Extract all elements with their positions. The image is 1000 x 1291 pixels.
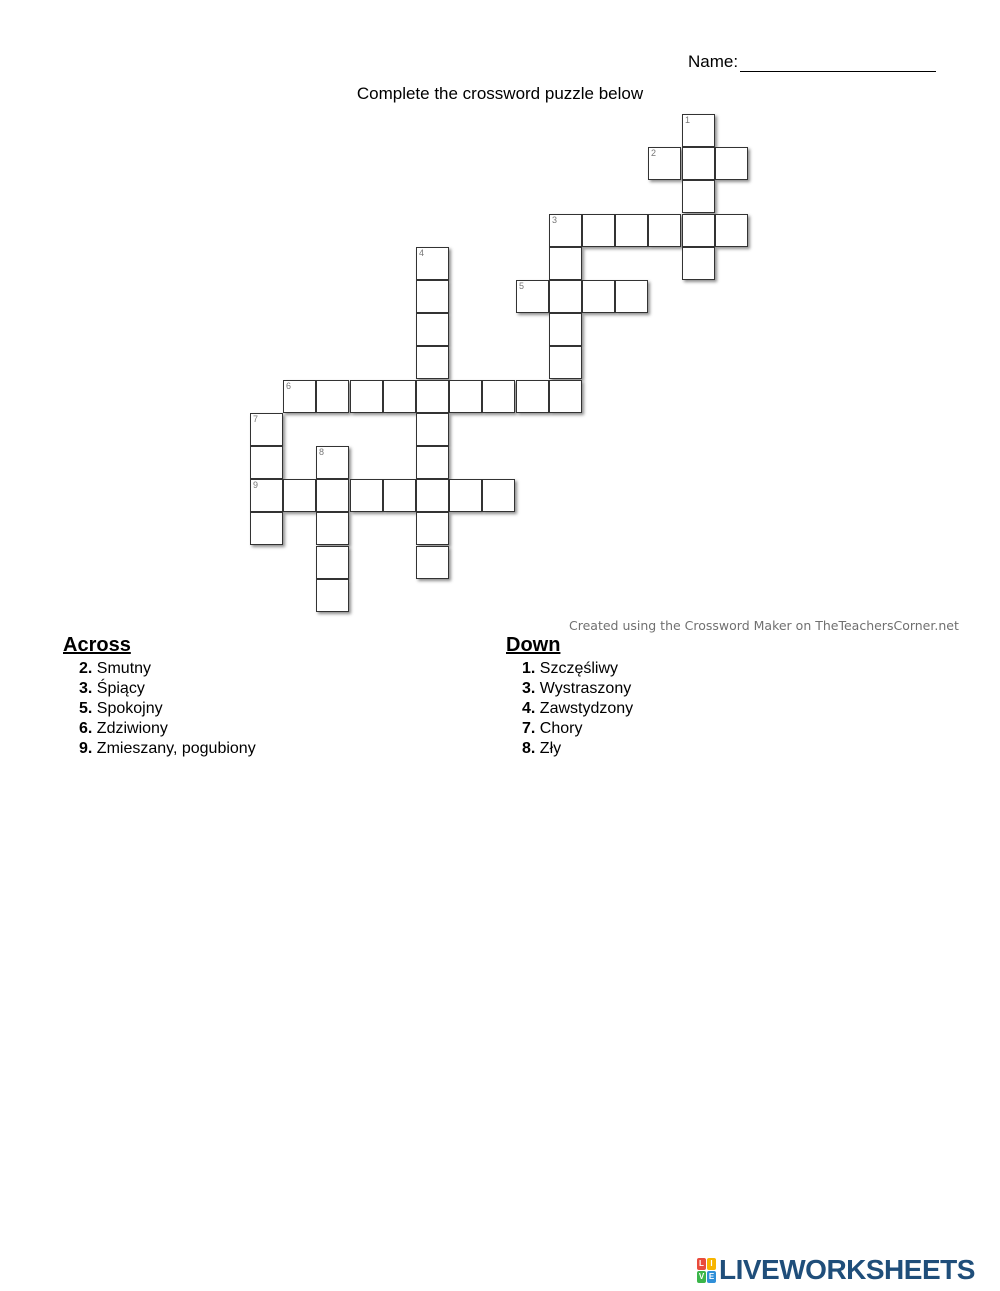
crossword-cell[interactable]: [316, 446, 349, 479]
logo-letter-tile: L: [697, 1258, 706, 1270]
crossword-cell[interactable]: [283, 479, 316, 512]
clue-number: 1.: [522, 660, 536, 677]
crossword-cell[interactable]: [682, 147, 715, 180]
crossword-cell[interactable]: [416, 380, 449, 413]
logo-letter-tile: V: [698, 1271, 705, 1281]
credit-text: Created using the Crossword Maker on TheTeachersCorner.net: [569, 618, 959, 633]
crossword-cell[interactable]: [350, 380, 383, 413]
crossword-cell[interactable]: [482, 479, 515, 512]
cell-number: 3: [552, 215, 558, 225]
name-label: Name:: [688, 52, 739, 71]
cell-number: 6: [286, 381, 292, 391]
crossword-cell[interactable]: [549, 247, 582, 280]
instructions: Complete the crossword puzzle below: [356, 84, 644, 103]
clue-number: 3.: [79, 680, 93, 697]
cell-number: 2: [651, 148, 657, 158]
crossword-cell[interactable]: [250, 413, 283, 446]
crossword-cell[interactable]: [250, 479, 283, 512]
crossword-cell[interactable]: [516, 380, 549, 413]
clue-number: 7.: [522, 720, 536, 737]
liveworksheets-icon: [697, 1258, 716, 1283]
across-list: [63, 659, 256, 759]
crossword-cell[interactable]: [416, 346, 449, 379]
down-clues: [506, 634, 633, 759]
logo-letter-tile: I: [707, 1258, 716, 1270]
clue-number: 9.: [79, 740, 93, 757]
crossword-cell[interactable]: [648, 214, 681, 247]
cell-number: 8: [319, 447, 325, 457]
down-clue: [506, 719, 633, 739]
clue-text: Chory: [535, 720, 583, 737]
across-clue: [63, 719, 256, 739]
down-clue: [506, 739, 633, 759]
crossword-cell[interactable]: [516, 280, 549, 313]
clue-text: Zawstydzony: [535, 700, 634, 717]
clue-number: 8.: [522, 740, 536, 757]
crossword-cell[interactable]: [648, 147, 681, 180]
crossword-cell[interactable]: [582, 214, 615, 247]
crossword-cell[interactable]: [316, 579, 349, 612]
crossword-cell[interactable]: [250, 446, 283, 479]
crossword-cell[interactable]: [615, 280, 648, 313]
across-clues: [63, 634, 256, 759]
crossword-cell[interactable]: [283, 380, 316, 413]
cell-number: 7: [253, 414, 259, 424]
crossword-cell[interactable]: [449, 380, 482, 413]
clue-text: Spokojny: [92, 700, 163, 717]
crossword-cell[interactable]: [682, 114, 715, 147]
cell-number: 4: [419, 248, 425, 258]
crossword-cell[interactable]: [383, 479, 416, 512]
crossword-cell[interactable]: [416, 413, 449, 446]
crossword-cell[interactable]: [416, 247, 449, 280]
crossword-cell[interactable]: [316, 512, 349, 545]
across-clue: [63, 699, 256, 719]
down-clue: [506, 659, 633, 679]
crossword-cell[interactable]: [350, 479, 383, 512]
crossword-cell[interactable]: [449, 479, 482, 512]
crossword-cell[interactable]: [549, 280, 582, 313]
crossword-grid: [0, 0, 1000, 620]
crossword-cell[interactable]: [416, 512, 449, 545]
crossword-cell[interactable]: [416, 446, 449, 479]
clue-number: 2.: [79, 660, 93, 677]
down-clue: [506, 699, 633, 719]
down-heading: Down: [506, 634, 561, 656]
crossword-cell[interactable]: [682, 247, 715, 280]
clue-number: 4.: [522, 700, 536, 717]
logo-letter-tile: E: [708, 1271, 715, 1281]
cell-number: 9: [253, 480, 259, 490]
clue-text: Smutny: [92, 660, 152, 677]
crossword-cell[interactable]: [482, 380, 515, 413]
crossword-cell[interactable]: [383, 380, 416, 413]
clue-text: Szczęśliwy: [535, 660, 619, 677]
clue-text: Wystraszony: [535, 680, 632, 697]
crossword-cell[interactable]: [549, 380, 582, 413]
clue-number: 5.: [79, 700, 93, 717]
crossword-cell[interactable]: [715, 147, 748, 180]
cell-number: 5: [519, 281, 525, 291]
crossword-cell[interactable]: [549, 214, 582, 247]
across-clue: [63, 659, 256, 679]
crossword-cell[interactable]: [682, 180, 715, 213]
crossword-cell[interactable]: [582, 280, 615, 313]
liveworksheets-logo: [697, 1254, 975, 1286]
crossword-cell[interactable]: [416, 546, 449, 579]
cell-number: 1: [685, 115, 691, 125]
crossword-cell[interactable]: [316, 380, 349, 413]
clue-text: Zdziwiony: [92, 720, 168, 737]
crossword-cell[interactable]: [615, 214, 648, 247]
crossword-cell[interactable]: [416, 313, 449, 346]
crossword-cell[interactable]: [416, 280, 449, 313]
clue-text: Zmieszany, pogubiony: [92, 740, 256, 757]
clue-number: 3.: [522, 680, 536, 697]
crossword-cell[interactable]: [715, 214, 748, 247]
crossword-cell[interactable]: [549, 346, 582, 379]
clue-number: 6.: [79, 720, 93, 737]
across-heading: Across: [63, 634, 131, 656]
crossword-cell[interactable]: [682, 214, 715, 247]
brand-text: LIVEWORKSHEETS: [719, 1254, 975, 1285]
across-clue: [63, 739, 256, 759]
crossword-cell[interactable]: [316, 479, 349, 512]
down-clue: [506, 679, 633, 699]
crossword-cell[interactable]: [250, 512, 283, 545]
crossword-cell[interactable]: [549, 313, 582, 346]
clue-text: Śpiący: [92, 680, 145, 697]
across-clue: [63, 679, 256, 699]
clue-text: Zły: [535, 740, 562, 757]
crossword-cell[interactable]: [416, 479, 449, 512]
crossword-cell[interactable]: [316, 546, 349, 579]
down-list: [506, 659, 633, 759]
